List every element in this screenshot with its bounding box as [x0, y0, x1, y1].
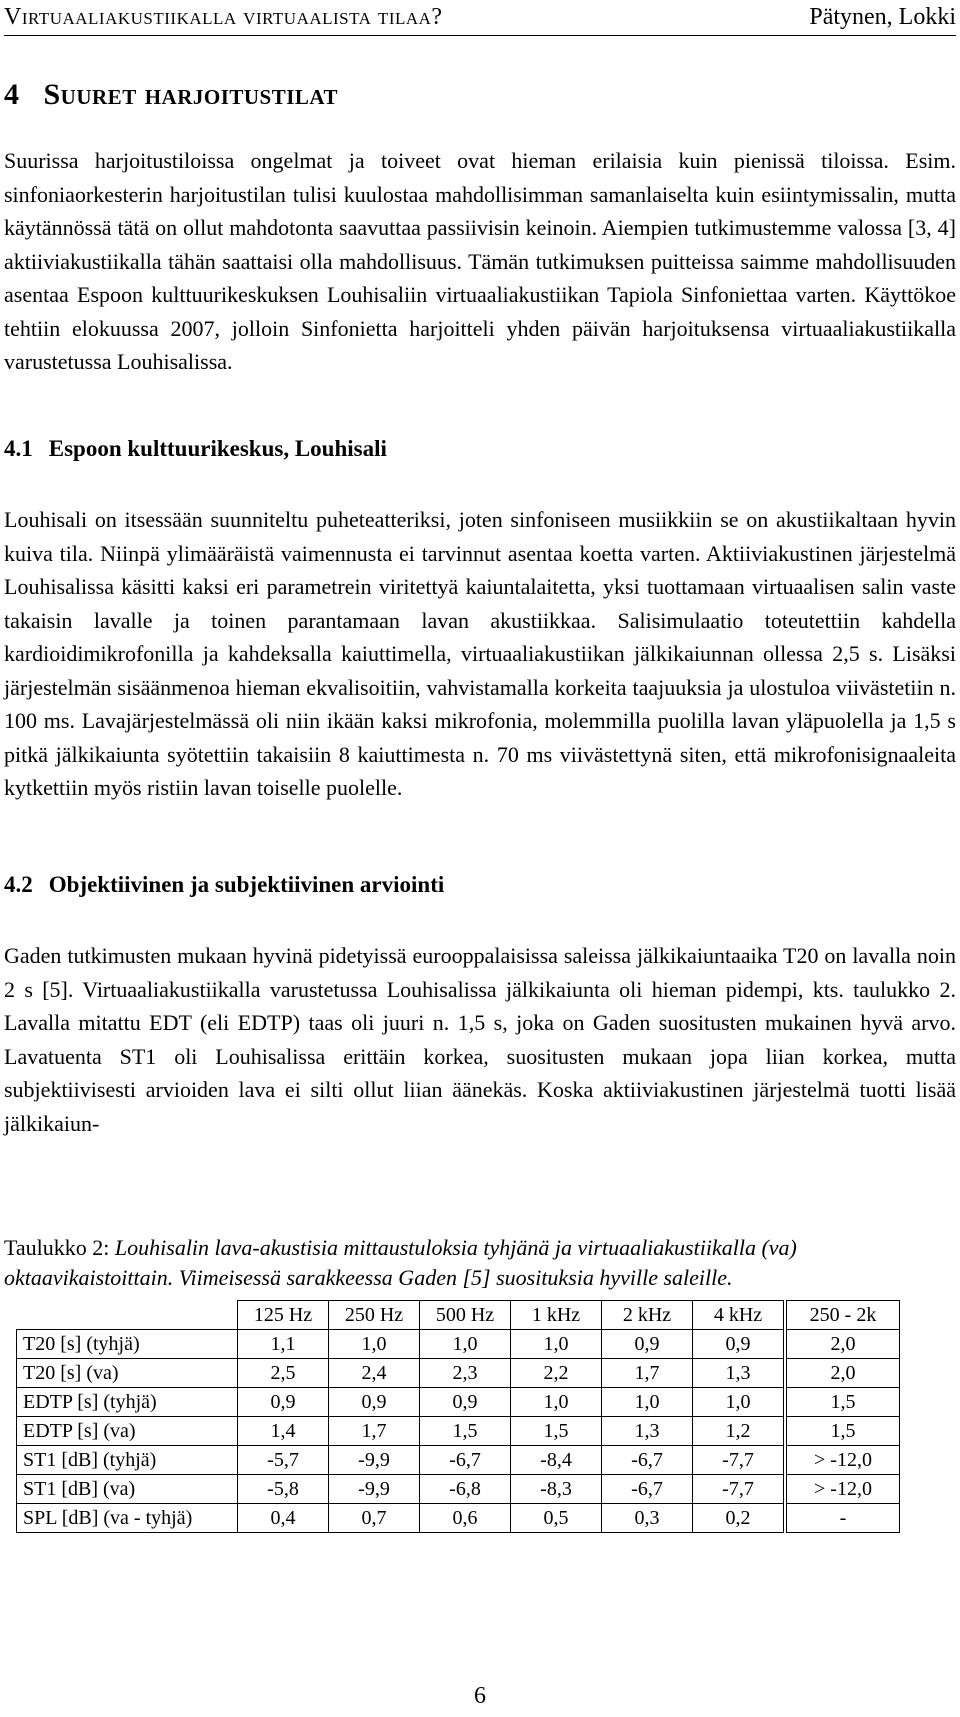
header-rule: [4, 35, 956, 36]
subsection-paragraph: Gaden tutkimusten mukaan hyvinä pidetyissä eurooppalaisissa saleissa jälkikaiuntaaika T20 on lavalla noin 2 s [5]. Virtuaaliakustiikalla varustetussa Louhisalissa jälkikaiunta oli hieman pidempi, kts. taulukko 2. Lavalla mitattu EDT (eli EDTP) taas oli juuri n. 1,5 s, joka on Gaden suositusten mukainen hyvä arvo. Lavatuenta ST1 oli Louhisalissa erittäin korkea, suositusten mukaan jopa liian korkea, mutta subjektiivisesti arvioiden lava ei silti ollut liian äänekäs. Koska aktiiviakustinen järjestelmä tuotti lisää jälkikaiun-: [4, 943, 956, 1136]
subsection-paragraph: Louhisali on itsessään suunniteltu puheteatteriksi, joten sinfoniseen musiikkiin se on akustiikaltaan hyvin kuiva tila. Niinpä ylimääräistä vaimennusta ei tarvinnut asentaa koetta varten. Aktiiviakustinen järjestelmä Louhisalissa käsitti kaksi eri parametrein viritettyä kaiuntalaitetta, yksi tuottamaan virtuaalisen salin vaste takaisin lavalle ja toinen parantamaan lavan akustiikkaa. Salisimulaatio toteutettiin kahdella kardioidimikrofonilla ja kahdeksalla kaiuttimella, virtuaaliakustiikan jälkikaiunnan ollessa 2,5 s. Lisäksi järjestelmän sisäänmenoa hieman ekvalisoitiin, vahvistamalla korkeita taajuuksia ja ulostuloa viivästetiin n. 100 ms. Lavajärjestelmässä oli niin ikään kaksi mikrofonia, molemmilla puolilla lavan yläpuolella ja 1,5 s pitkä jälkikaiunta syötettiin takaisiin 8 kaiuttimesta n. 70 ms viivästettynä siten, että mikrofonisignaaleita kytkettiin myös ristiin lavan toiselle puolelle.: [4, 507, 956, 800]
table-cell: 1,0: [693, 1388, 786, 1417]
table-cell: 0,9: [602, 1330, 693, 1359]
table-cell: -5,7: [238, 1446, 329, 1475]
table-caption-text: Louhisalin lava-akustisia mittaustuloksia tyhjänä ja virtuaaliakustiikalla (va) oktaavikaistoittain. Viimeisessä sarakkeessa Gaden [5] suosituksia hyville saleille.: [4, 1235, 797, 1290]
row-label: ST1 [dB] (va): [17, 1475, 238, 1504]
table-cell: 1,7: [329, 1417, 420, 1446]
table-cell: -6,7: [602, 1446, 693, 1475]
table-cell: 0,9: [238, 1388, 329, 1417]
table-cell: 1,0: [602, 1388, 693, 1417]
table-row: [17, 1388, 900, 1417]
running-header: [4, 2, 956, 32]
table-column-header: 500 Hz: [420, 1301, 511, 1330]
table-cell: 2,4: [329, 1359, 420, 1388]
subsection-number: 4.2: [4, 872, 33, 897]
table-row: [17, 1504, 900, 1533]
subsection-number: 4.1: [4, 436, 33, 461]
table-cell: 1,4: [238, 1417, 329, 1446]
table-row: [17, 1475, 900, 1504]
subsection-title: Objektiivinen ja subjektiivinen arviointi: [48, 872, 445, 897]
table-cell: 0,9: [693, 1330, 786, 1359]
table-row: [17, 1359, 900, 1388]
table-header-row: [17, 1301, 900, 1330]
table-cell: -9,9: [329, 1446, 420, 1475]
table-row: [17, 1446, 900, 1475]
table-cell: 1,3: [602, 1417, 693, 1446]
table-cell: 2,3: [420, 1359, 511, 1388]
table-cell: 0,9: [329, 1388, 420, 1417]
table-cell: -6,7: [602, 1475, 693, 1504]
table-row: [17, 1330, 900, 1359]
section-number: 4: [4, 78, 20, 111]
table-cell: 0,5: [511, 1504, 602, 1533]
table-column-header: 1 kHz: [511, 1301, 602, 1330]
row-label: T20 [s] (va): [17, 1359, 238, 1388]
table-cell: 1,3: [693, 1359, 786, 1388]
table-cell: 1,0: [420, 1330, 511, 1359]
table-cell: 1,7: [602, 1359, 693, 1388]
table-cell: -5,8: [238, 1475, 329, 1504]
header-authors: Pätynen, Lokki: [809, 4, 956, 30]
subsection-heading: [4, 436, 387, 462]
table-caption: [4, 1233, 956, 1293]
table-corner-cell: [17, 1301, 238, 1330]
table-cell: 2,2: [511, 1359, 602, 1388]
table-cell: 1,5: [511, 1417, 602, 1446]
table-cell: 0,4: [238, 1504, 329, 1533]
table-column-header: 4 kHz: [693, 1301, 786, 1330]
table-cell: > -12,0: [785, 1446, 900, 1475]
header-title: Virtuaaliakustiikalla virtuaalista tilaa?: [4, 4, 443, 30]
table-cell: 0,3: [602, 1504, 693, 1533]
row-label: ST1 [dB] (tyhjä): [17, 1446, 238, 1475]
table-cell: 1,0: [329, 1330, 420, 1359]
row-label: EDTP [s] (tyhjä): [17, 1388, 238, 1417]
table-cell: -: [785, 1504, 900, 1533]
table-cell: -6,7: [420, 1446, 511, 1475]
table-cell: -8,4: [511, 1446, 602, 1475]
table-cell: 1,5: [785, 1388, 900, 1417]
table-cell: 0,6: [420, 1504, 511, 1533]
table-cell: 0,7: [329, 1504, 420, 1533]
table-cell: -6,8: [420, 1475, 511, 1504]
table-cell: 1,0: [511, 1388, 602, 1417]
table-cell: 0,9: [420, 1388, 511, 1417]
table-column-header: 2 kHz: [602, 1301, 693, 1330]
row-label: T20 [s] (tyhjä): [17, 1330, 238, 1359]
table-cell: 1,1: [238, 1330, 329, 1359]
row-label: EDTP [s] (va): [17, 1417, 238, 1446]
table-column-header: 125 Hz: [238, 1301, 329, 1330]
results-table: [16, 1300, 900, 1533]
table-cell: -7,7: [693, 1446, 786, 1475]
subsection-title: Espoon kulttuurikeskus, Louhisali: [48, 436, 387, 461]
table-cell: -8,3: [511, 1475, 602, 1504]
table-cell: 2,5: [238, 1359, 329, 1388]
section-title: Suuret harjoitustilat: [43, 78, 339, 111]
table-cell: -9,9: [329, 1475, 420, 1504]
table-cell: 2,0: [785, 1330, 900, 1359]
table-cell: 1,2: [693, 1417, 786, 1446]
table-cell: > -12,0: [785, 1475, 900, 1504]
table-column-header: 250 - 2k: [785, 1301, 900, 1330]
page-number: 6: [474, 1683, 486, 1709]
table-caption-label: Taulukko 2:: [4, 1235, 110, 1260]
table-cell: 1,5: [420, 1417, 511, 1446]
section-heading: [4, 78, 338, 112]
table-column-header: 250 Hz: [329, 1301, 420, 1330]
table-row: [17, 1417, 900, 1446]
section-paragraph: Suurissa harjoitustiloissa ongelmat ja toiveet ovat hieman erilaisia kuin pienissä tiloissa. Esim. sinfoniaorkesterin harjoitustilan tulisi kuulostaa mahdollisimman samanlaiselta kuin esiintymissalin, mutta käytännössä tätä on ollut mahdotonta saavuttaa passiivisin keinoin. Aiempien tutkimustemme valossa [3, 4] aktiiviakustiikalla tähän saattaisi olla mahdollisuus. Tämän tutkimuksen puitteissa saimme mahdollisuuden asentaa Espoon kulttuurikeskuksen Louhisaliin virtuaaliakustiikan Tapiola Sinfoniettaa varten. Käyttökoe tehtiin elokuussa 2007, jolloin Sinfonietta harjoitteli yhden päivän harjoituksensa virtuaaliakustiikalla varustetussa Louhisalissa.: [4, 148, 956, 374]
table-cell: 0,2: [693, 1504, 786, 1533]
table-cell: 1,5: [785, 1417, 900, 1446]
table-cell: 1,0: [511, 1330, 602, 1359]
table-cell: -7,7: [693, 1475, 786, 1504]
subsection-heading: [4, 872, 444, 898]
table-cell: 2,0: [785, 1359, 900, 1388]
row-label: SPL [dB] (va - tyhjä): [17, 1504, 238, 1533]
